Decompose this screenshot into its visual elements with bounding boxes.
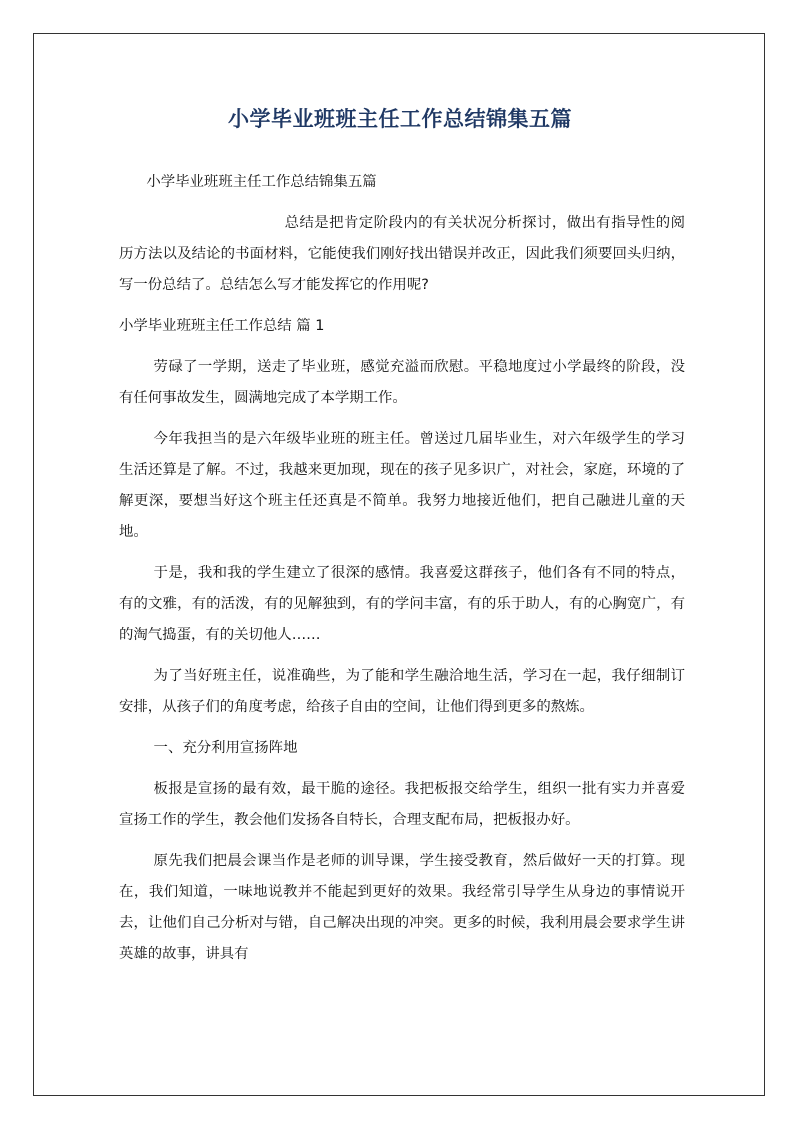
document-subtitle: 小学毕业班班主任工作总结锦集五篇 bbox=[146, 174, 377, 190]
body-paragraph-5: 板报是宣扬的最有效，最干脆的途径。我把板报交给学生，组织一批有实力并喜爱宣扬工作的学生，教会他们发扬各自特长，合理支配布局，把板报办好。 bbox=[119, 781, 685, 828]
document-body bbox=[119, 167, 685, 980]
body-paragraph-4: 为了当好班主任，说准确些，为了能和学生融洽地生活，学习在一起，我仔细制订安排，从孩子们的角度考虑，给孩子自由的空间，让他们得到更多的熬炼。 bbox=[119, 668, 685, 715]
section-heading: 小学毕业班班主任工作总结 篇 1 bbox=[119, 318, 325, 334]
document-title: 小学毕业班班主任工作总结锦集五篇 bbox=[228, 107, 572, 131]
body-paragraph-1: 劳碌了一学期，送走了毕业班，感觉充溢而欣慰。平稳地度过小学最终的阶段，没有任何事故发生，圆满地完成了本学期工作。 bbox=[119, 359, 685, 406]
body-paragraph-6: 原先我们把晨会课当作是老师的训导课，学生接受教育，然后做好一天的打算。现在，我们知道，一味地说教并不能起到更好的效果。我经常引导学生从身边的事情说开去，让他们自己分析对与错，自己解决出现的冲突。更多的时候，我利用晨会要求学生讲英雄的故事，讲具有 bbox=[119, 853, 685, 962]
intro-paragraph: 总结是把肯定阶段内的有关状况分析探讨，做出有指导性的阅历方法以及结论的书面材料，它能使我们刚好找出错误并改正，因此我们须要回头归纳，写一份总结了。总结怎么写才能发挥它的作用呢? bbox=[119, 215, 685, 293]
body-paragraph-3: 于是，我和我的学生建立了很深的感情。我喜爱这群孩子，他们各有不同的特点，有的文雅，有的活泼，有的见解独到，有的学问丰富，有的乐于助人，有的心胸宽广，有的淘气捣蛋，有的关切他人…… bbox=[119, 565, 685, 643]
body-paragraph-2: 今年我担当的是六年级毕业班的班主任。曾送过几届毕业生，对六年级学生的学习生活还算是了解。不过，我越来更加现，现在的孩子见多识广，对社会，家庭，环境的了解更深，要想当好这个班主任还真是不简单。我努力地接近他们，把自己融进儿童的天地。 bbox=[119, 431, 685, 540]
subheading-1: 一、充分利用宣扬阵地 bbox=[153, 740, 298, 756]
